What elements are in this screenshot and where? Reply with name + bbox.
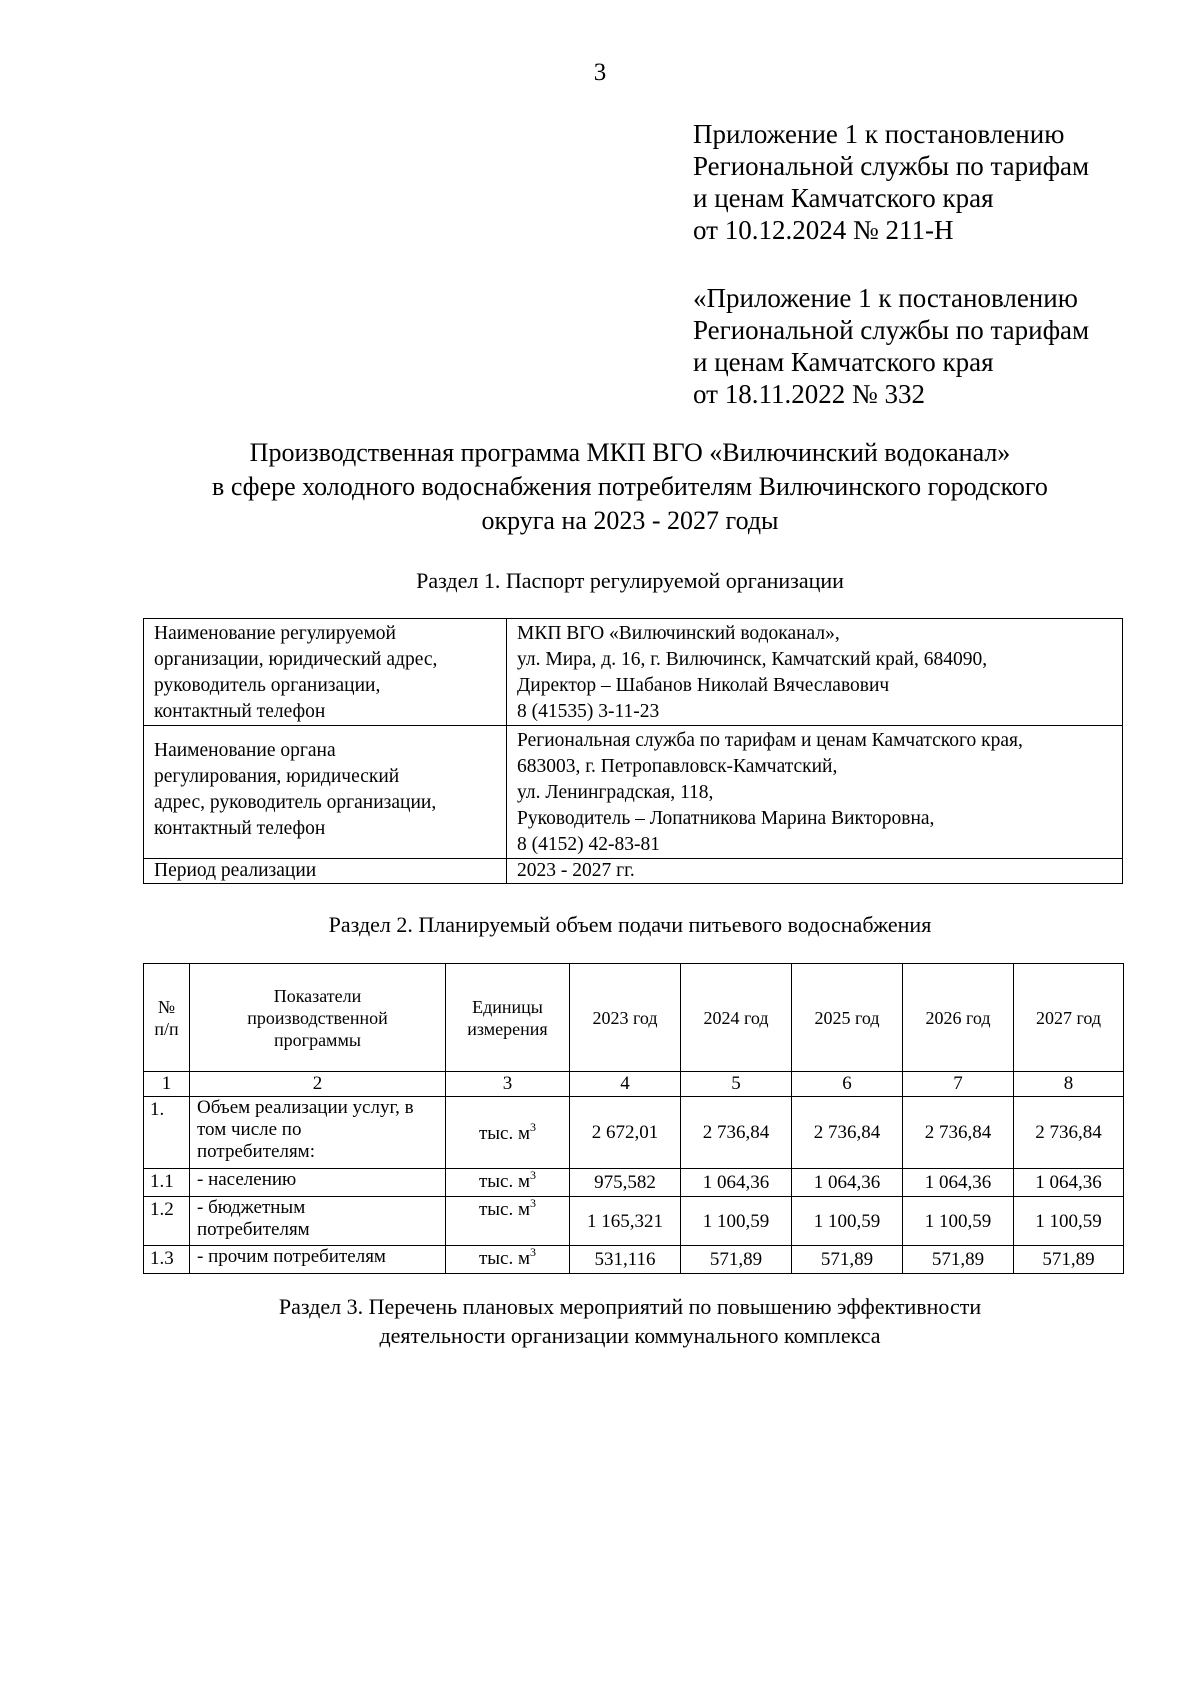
label-line: контактный телефон xyxy=(154,701,326,722)
indicator-line: - прочим потребителям xyxy=(197,1246,386,1267)
passport-row-period xyxy=(144,859,1123,884)
row-value: 2 736,84 xyxy=(792,1097,903,1169)
passport-label xyxy=(144,726,507,859)
section3-heading xyxy=(130,1292,1130,1350)
label-line: Период реализации xyxy=(154,860,317,881)
appendix-current-line: Приложение 1 к постановлению xyxy=(693,119,1065,149)
title-line: в сфере холодного водоснабжения потребителям Вилючинского городского xyxy=(212,472,1048,501)
value-line: 8 (4152) 42-83-81 xyxy=(517,834,660,855)
value-line: 2023 - 2027 гг. xyxy=(517,860,635,881)
appendix-current-line: и ценам Камчатского края xyxy=(693,183,994,213)
unit-superscript: 3 xyxy=(530,1168,537,1182)
column-number: 3 xyxy=(446,1072,570,1097)
passport-label xyxy=(144,619,507,726)
header-line: № xyxy=(157,997,176,1017)
row-value: 571,89 xyxy=(903,1246,1014,1274)
unit-superscript: 3 xyxy=(530,1119,537,1134)
row-value: 1 100,59 xyxy=(681,1197,792,1246)
section3-heading-line: Раздел 3. Перечень плановых мероприятий по повышению эффективности xyxy=(278,1294,982,1319)
table-row xyxy=(144,1169,1124,1197)
indicator-line: потребителям: xyxy=(197,1141,315,1162)
passport-row-regulator xyxy=(144,726,1123,859)
row-value: 1 165,321 xyxy=(570,1197,681,1246)
label-line: руководитель организации, xyxy=(154,675,381,696)
label-line: Наименование регулируемой xyxy=(154,623,396,644)
row-indicator xyxy=(190,1246,446,1274)
value-line: Руководитель – Лопатникова Марина Викторовна, xyxy=(517,808,935,829)
value-line: 8 (41535) 3-11-23 xyxy=(517,701,660,722)
value-line: Региональная служба по тарифам и ценам Камчатского края, xyxy=(517,730,1023,751)
appendix-previous-line: и ценам Камчатского края xyxy=(693,347,994,377)
unit-superscript: 3 xyxy=(530,1245,537,1259)
row-value: 1 100,59 xyxy=(903,1197,1014,1246)
title-line: Производственная программа МКП ВГО «Вилючинский водоканал» xyxy=(249,438,1011,467)
row-unit xyxy=(446,1197,570,1246)
header-year: 2024 год xyxy=(681,964,792,1072)
column-number: 8 xyxy=(1014,1072,1124,1097)
column-number: 2 xyxy=(190,1072,446,1097)
appendix-previous xyxy=(693,282,1173,410)
header-year: 2023 год xyxy=(570,964,681,1072)
passport-value xyxy=(507,619,1123,726)
appendix-previous-line: от 18.11.2022 № 332 xyxy=(693,379,925,409)
column-number: 5 xyxy=(681,1072,792,1097)
section2-heading: Раздел 2. Планируемый объем подачи питьевого водоснабжения xyxy=(328,912,932,937)
header-line: измерения xyxy=(467,1018,548,1039)
header-year: 2027 год xyxy=(1014,964,1124,1072)
row-unit xyxy=(446,1097,570,1169)
unit-text: тыс. м xyxy=(478,1171,531,1192)
column-number: 4 xyxy=(570,1072,681,1097)
row-value: 1 064,36 xyxy=(903,1169,1014,1197)
document-title xyxy=(130,436,1130,538)
supply-volume-table xyxy=(143,963,1124,1274)
table-row xyxy=(144,1097,1124,1169)
appendix-current-line: Региональной службы по тарифам xyxy=(693,151,1090,181)
passport-label xyxy=(144,859,507,884)
page-number: 3 xyxy=(593,59,607,86)
unit-superscript: 3 xyxy=(530,1196,537,1210)
value-line: Директор – Шабанов Николай Вячеславович xyxy=(517,675,890,696)
label-line: Наименование органа xyxy=(154,740,336,761)
label-line: регулирования, юридический xyxy=(154,766,400,787)
row-value: 1 064,36 xyxy=(792,1169,903,1197)
row-value: 2 736,84 xyxy=(1014,1097,1124,1169)
row-value: 571,89 xyxy=(792,1246,903,1274)
unit-text: тыс. м xyxy=(478,1122,531,1144)
section1-heading: Раздел 1. Паспорт регулируемой организации xyxy=(416,568,844,593)
row-no: 1.3 xyxy=(144,1246,190,1274)
indicator-line: Объем реализации услуг, в xyxy=(197,1097,414,1118)
indicator-line: - населению xyxy=(197,1169,297,1190)
indicator-line: - бюджетным xyxy=(197,1197,306,1218)
header-year: 2025 год xyxy=(792,964,903,1072)
row-value: 975,582 xyxy=(570,1169,681,1197)
header-line: производственной xyxy=(247,1007,388,1028)
header-line: п/п xyxy=(154,1019,179,1039)
row-value: 1 064,36 xyxy=(1014,1169,1124,1197)
appendix-previous-line: «Приложение 1 к постановлению xyxy=(693,283,1078,313)
row-value: 531,116 xyxy=(570,1246,681,1274)
value-line: 683003, г. Петропавловск-Камчатский, xyxy=(517,756,838,777)
passport-row-organization xyxy=(144,619,1123,726)
row-no: 1.1 xyxy=(144,1169,190,1197)
row-no: 1.2 xyxy=(144,1197,190,1246)
passport-table xyxy=(143,618,1123,884)
row-unit xyxy=(446,1246,570,1274)
row-unit xyxy=(446,1169,570,1197)
header-indicator xyxy=(190,964,446,1072)
header-unit xyxy=(446,964,570,1072)
label-line: адрес, руководитель организации, xyxy=(154,792,437,813)
table-header-row xyxy=(144,964,1124,1072)
column-number: 1 xyxy=(144,1072,190,1097)
row-value: 1 064,36 xyxy=(681,1169,792,1197)
label-line: контактный телефон xyxy=(154,818,326,839)
appendix-previous-line: Региональной службы по тарифам xyxy=(693,315,1090,345)
unit-text: тыс. м xyxy=(478,1248,531,1269)
column-numbers-row xyxy=(144,1072,1124,1097)
row-value: 2 672,01 xyxy=(570,1097,681,1169)
row-value: 571,89 xyxy=(1014,1246,1124,1274)
row-value: 2 736,84 xyxy=(903,1097,1014,1169)
header-line: Показатели xyxy=(273,985,362,1006)
table-row xyxy=(144,1246,1124,1274)
indicator-line: потребителям xyxy=(197,1219,310,1240)
appendix-current xyxy=(693,118,1173,246)
unit-text: тыс. м xyxy=(478,1199,531,1220)
passport-value xyxy=(507,859,1123,884)
section3-heading-line: деятельности организации коммунального комплекса xyxy=(379,1323,881,1348)
row-value: 571,89 xyxy=(681,1246,792,1274)
value-line: ул. Мира, д. 16, г. Вилючинск, Камчатский край, 684090, xyxy=(517,649,988,670)
value-line: МКП ВГО «Вилючинский водоканал», xyxy=(517,623,840,644)
row-indicator xyxy=(190,1169,446,1197)
column-number: 7 xyxy=(903,1072,1014,1097)
column-number: 6 xyxy=(792,1072,903,1097)
header-no xyxy=(144,964,190,1072)
appendix-current-line: от 10.12.2024 № 211-Н xyxy=(693,215,954,245)
row-value: 1 100,59 xyxy=(1014,1197,1124,1246)
indicator-line: том числе по xyxy=(197,1119,302,1140)
row-value: 2 736,84 xyxy=(681,1097,792,1169)
header-year: 2026 год xyxy=(903,964,1014,1072)
row-no: 1. xyxy=(144,1097,190,1169)
table-row xyxy=(144,1197,1124,1246)
title-line: округа на 2023 - 2027 годы xyxy=(481,506,779,535)
row-indicator xyxy=(190,1197,446,1246)
row-value: 1 100,59 xyxy=(792,1197,903,1246)
header-line: программы xyxy=(274,1029,361,1050)
passport-value xyxy=(507,726,1123,859)
value-line: ул. Ленинградская, 118, xyxy=(517,782,714,803)
header-line: Единицы xyxy=(472,996,543,1017)
row-indicator xyxy=(190,1097,446,1169)
label-line: организации, юридический адрес, xyxy=(154,649,438,670)
